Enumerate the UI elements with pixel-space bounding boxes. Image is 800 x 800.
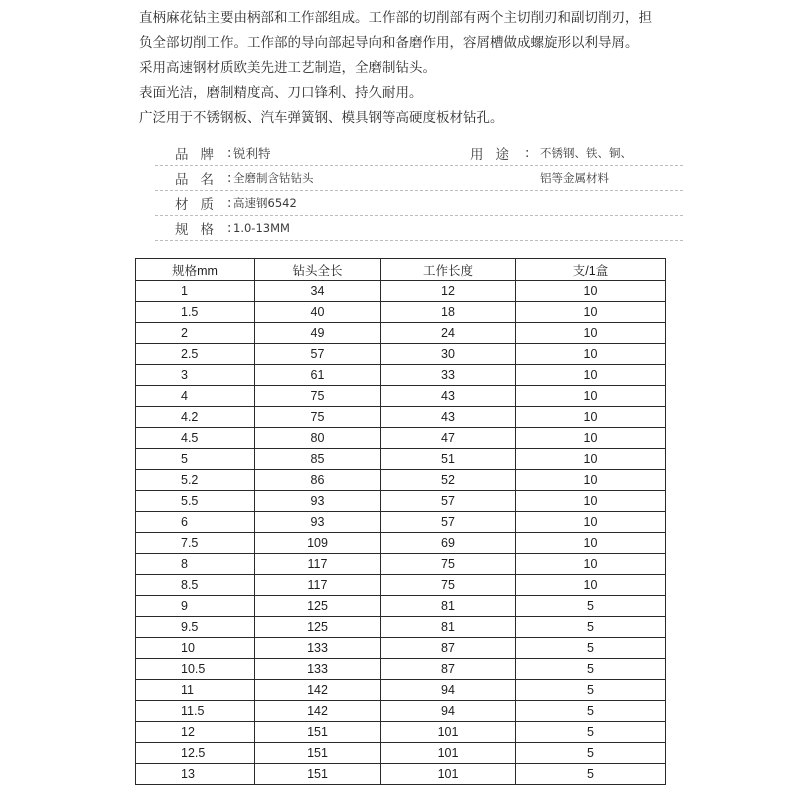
table-row <box>136 533 666 554</box>
cell-size: 9.5 <box>136 617 255 638</box>
cell-total-length: 125 <box>255 617 381 638</box>
intro-line: 表面光洁，磨制精度高、刀口锋利、持久耐用。 <box>139 85 423 101</box>
cell-working-length: 75 <box>381 575 516 596</box>
cell-size: 2.5 <box>136 344 255 365</box>
cell-working-length: 57 <box>381 512 516 533</box>
cell-working-length: 57 <box>381 491 516 512</box>
spec-row-material <box>155 191 683 216</box>
cell-total-length: 117 <box>255 554 381 575</box>
table-row <box>136 575 666 596</box>
cell-size: 13 <box>136 764 255 785</box>
cell-size: 11 <box>136 680 255 701</box>
cell-total-length: 85 <box>255 449 381 470</box>
spec-row-name <box>155 166 683 191</box>
cell-total-length: 75 <box>255 386 381 407</box>
table-row <box>136 659 666 680</box>
table-row <box>136 449 666 470</box>
table-row <box>136 554 666 575</box>
intro-line: 广泛用于不锈钢板、汽车弹簧钢、模具钢等高硬度板材钻孔。 <box>139 110 504 126</box>
cell-pieces-per-box: 10 <box>516 302 666 323</box>
cell-working-length: 12 <box>381 281 516 302</box>
cell-size: 8 <box>136 554 255 575</box>
header-total-length: 钻头全长 <box>255 259 381 281</box>
cell-total-length: 75 <box>255 407 381 428</box>
table-row <box>136 344 666 365</box>
use-label: 用途 <box>470 147 521 163</box>
table-row <box>136 638 666 659</box>
table-row <box>136 512 666 533</box>
cell-size: 6 <box>136 512 255 533</box>
cell-working-length: 101 <box>381 722 516 743</box>
cell-total-length: 151 <box>255 764 381 785</box>
cell-working-length: 47 <box>381 428 516 449</box>
cell-pieces-per-box: 5 <box>516 638 666 659</box>
spec-row-size <box>155 216 683 241</box>
table-row <box>136 365 666 386</box>
cell-total-length: 142 <box>255 680 381 701</box>
brand-label: 品牌 <box>175 147 226 163</box>
cell-pieces-per-box: 10 <box>516 470 666 491</box>
cell-working-length: 94 <box>381 701 516 722</box>
use-value: 不锈钢、铁、铜、 <box>540 146 632 160</box>
table-row <box>136 323 666 344</box>
cell-total-length: 93 <box>255 491 381 512</box>
cell-pieces-per-box: 5 <box>516 743 666 764</box>
cell-size: 2 <box>136 323 255 344</box>
cell-total-length: 86 <box>255 470 381 491</box>
cell-working-length: 75 <box>381 554 516 575</box>
table-row <box>136 596 666 617</box>
intro-line: 负全部切削工作。工作部的导向部起导向和备磨作用，容屑槽做成螺旋形以利导屑。 <box>139 35 639 51</box>
cell-size: 11.5 <box>136 701 255 722</box>
cell-size: 8.5 <box>136 575 255 596</box>
cell-size: 7.5 <box>136 533 255 554</box>
use-value-continued: 铝等金属材料 <box>540 171 609 185</box>
cell-pieces-per-box: 5 <box>516 680 666 701</box>
cell-total-length: 151 <box>255 722 381 743</box>
cell-working-length: 43 <box>381 386 516 407</box>
cell-pieces-per-box: 10 <box>516 533 666 554</box>
cell-pieces-per-box: 10 <box>516 365 666 386</box>
table-row <box>136 764 666 785</box>
header-pieces-per-box: 支/1盒 <box>516 259 666 281</box>
cell-working-length: 87 <box>381 659 516 680</box>
table-row <box>136 386 666 407</box>
intro-text <box>139 6 699 131</box>
intro-line: 直柄麻花钻主要由柄部和工作部组成。工作部的切削部有两个主切削刃和副切削刃，担 <box>139 10 652 26</box>
cell-size: 12 <box>136 722 255 743</box>
table-row <box>136 428 666 449</box>
table-row <box>136 743 666 764</box>
cell-size: 5.5 <box>136 491 255 512</box>
cell-working-length: 33 <box>381 365 516 386</box>
drill-size-table <box>135 258 666 785</box>
material-value: 高速钢6542 <box>233 196 297 210</box>
cell-pieces-per-box: 10 <box>516 449 666 470</box>
table-row <box>136 470 666 491</box>
cell-total-length: 133 <box>255 659 381 680</box>
cell-total-length: 57 <box>255 344 381 365</box>
table-row <box>136 491 666 512</box>
table-row <box>136 281 666 302</box>
cell-pieces-per-box: 5 <box>516 617 666 638</box>
cell-pieces-per-box: 5 <box>516 596 666 617</box>
spec-row-brand <box>155 141 683 166</box>
table-row <box>136 617 666 638</box>
cell-size: 5 <box>136 449 255 470</box>
cell-size: 10.5 <box>136 659 255 680</box>
colon: : <box>227 170 232 186</box>
size-label: 规格 <box>175 222 226 238</box>
cell-working-length: 69 <box>381 533 516 554</box>
cell-size: 9 <box>136 596 255 617</box>
cell-working-length: 81 <box>381 596 516 617</box>
cell-working-length: 30 <box>381 344 516 365</box>
cell-pieces-per-box: 5 <box>516 659 666 680</box>
table-body <box>136 281 666 785</box>
material-label: 材质 <box>175 197 226 213</box>
cell-total-length: 125 <box>255 596 381 617</box>
cell-size: 3 <box>136 365 255 386</box>
cell-total-length: 80 <box>255 428 381 449</box>
cell-size: 12.5 <box>136 743 255 764</box>
cell-size: 1.5 <box>136 302 255 323</box>
cell-working-length: 101 <box>381 764 516 785</box>
cell-working-length: 51 <box>381 449 516 470</box>
cell-pieces-per-box: 10 <box>516 323 666 344</box>
cell-total-length: 34 <box>255 281 381 302</box>
header-size: 规格mm <box>136 259 255 281</box>
cell-total-length: 93 <box>255 512 381 533</box>
colon: : <box>227 195 232 211</box>
cell-total-length: 109 <box>255 533 381 554</box>
spec-list <box>155 141 683 241</box>
cell-total-length: 117 <box>255 575 381 596</box>
name-value: 全磨制含钴钻头 <box>233 171 314 185</box>
table-row <box>136 680 666 701</box>
cell-working-length: 101 <box>381 743 516 764</box>
cell-pieces-per-box: 10 <box>516 407 666 428</box>
cell-pieces-per-box: 10 <box>516 491 666 512</box>
colon: : <box>525 145 530 161</box>
cell-total-length: 133 <box>255 638 381 659</box>
cell-total-length: 151 <box>255 743 381 764</box>
cell-total-length: 61 <box>255 365 381 386</box>
intro-line: 采用高速钢材质欧美先进工艺制造，全磨制钻头。 <box>139 60 436 76</box>
cell-working-length: 18 <box>381 302 516 323</box>
cell-pieces-per-box: 10 <box>516 575 666 596</box>
table-row <box>136 302 666 323</box>
cell-pieces-per-box: 10 <box>516 512 666 533</box>
cell-size: 5.2 <box>136 470 255 491</box>
name-label: 品名 <box>175 172 226 188</box>
header-working-length: 工作长度 <box>381 259 516 281</box>
cell-total-length: 40 <box>255 302 381 323</box>
cell-working-length: 52 <box>381 470 516 491</box>
cell-size: 4.2 <box>136 407 255 428</box>
size-value: 1.0-13MM <box>233 221 290 235</box>
cell-pieces-per-box: 10 <box>516 428 666 449</box>
cell-pieces-per-box: 10 <box>516 386 666 407</box>
cell-pieces-per-box: 10 <box>516 344 666 365</box>
colon: : <box>227 220 232 236</box>
cell-total-length: 49 <box>255 323 381 344</box>
cell-size: 4 <box>136 386 255 407</box>
cell-size: 4.5 <box>136 428 255 449</box>
cell-pieces-per-box: 5 <box>516 701 666 722</box>
cell-working-length: 87 <box>381 638 516 659</box>
cell-total-length: 142 <box>255 701 381 722</box>
brand-value: 锐利特 <box>233 146 271 161</box>
cell-working-length: 43 <box>381 407 516 428</box>
table-row <box>136 722 666 743</box>
cell-size: 10 <box>136 638 255 659</box>
colon: : <box>227 145 232 161</box>
cell-pieces-per-box: 10 <box>516 281 666 302</box>
cell-pieces-per-box: 5 <box>516 722 666 743</box>
cell-pieces-per-box: 5 <box>516 764 666 785</box>
cell-size: 1 <box>136 281 255 302</box>
cell-working-length: 94 <box>381 680 516 701</box>
table-header-row <box>136 259 666 281</box>
cell-working-length: 24 <box>381 323 516 344</box>
table-row <box>136 701 666 722</box>
cell-pieces-per-box: 10 <box>516 554 666 575</box>
cell-working-length: 81 <box>381 617 516 638</box>
table-row <box>136 407 666 428</box>
